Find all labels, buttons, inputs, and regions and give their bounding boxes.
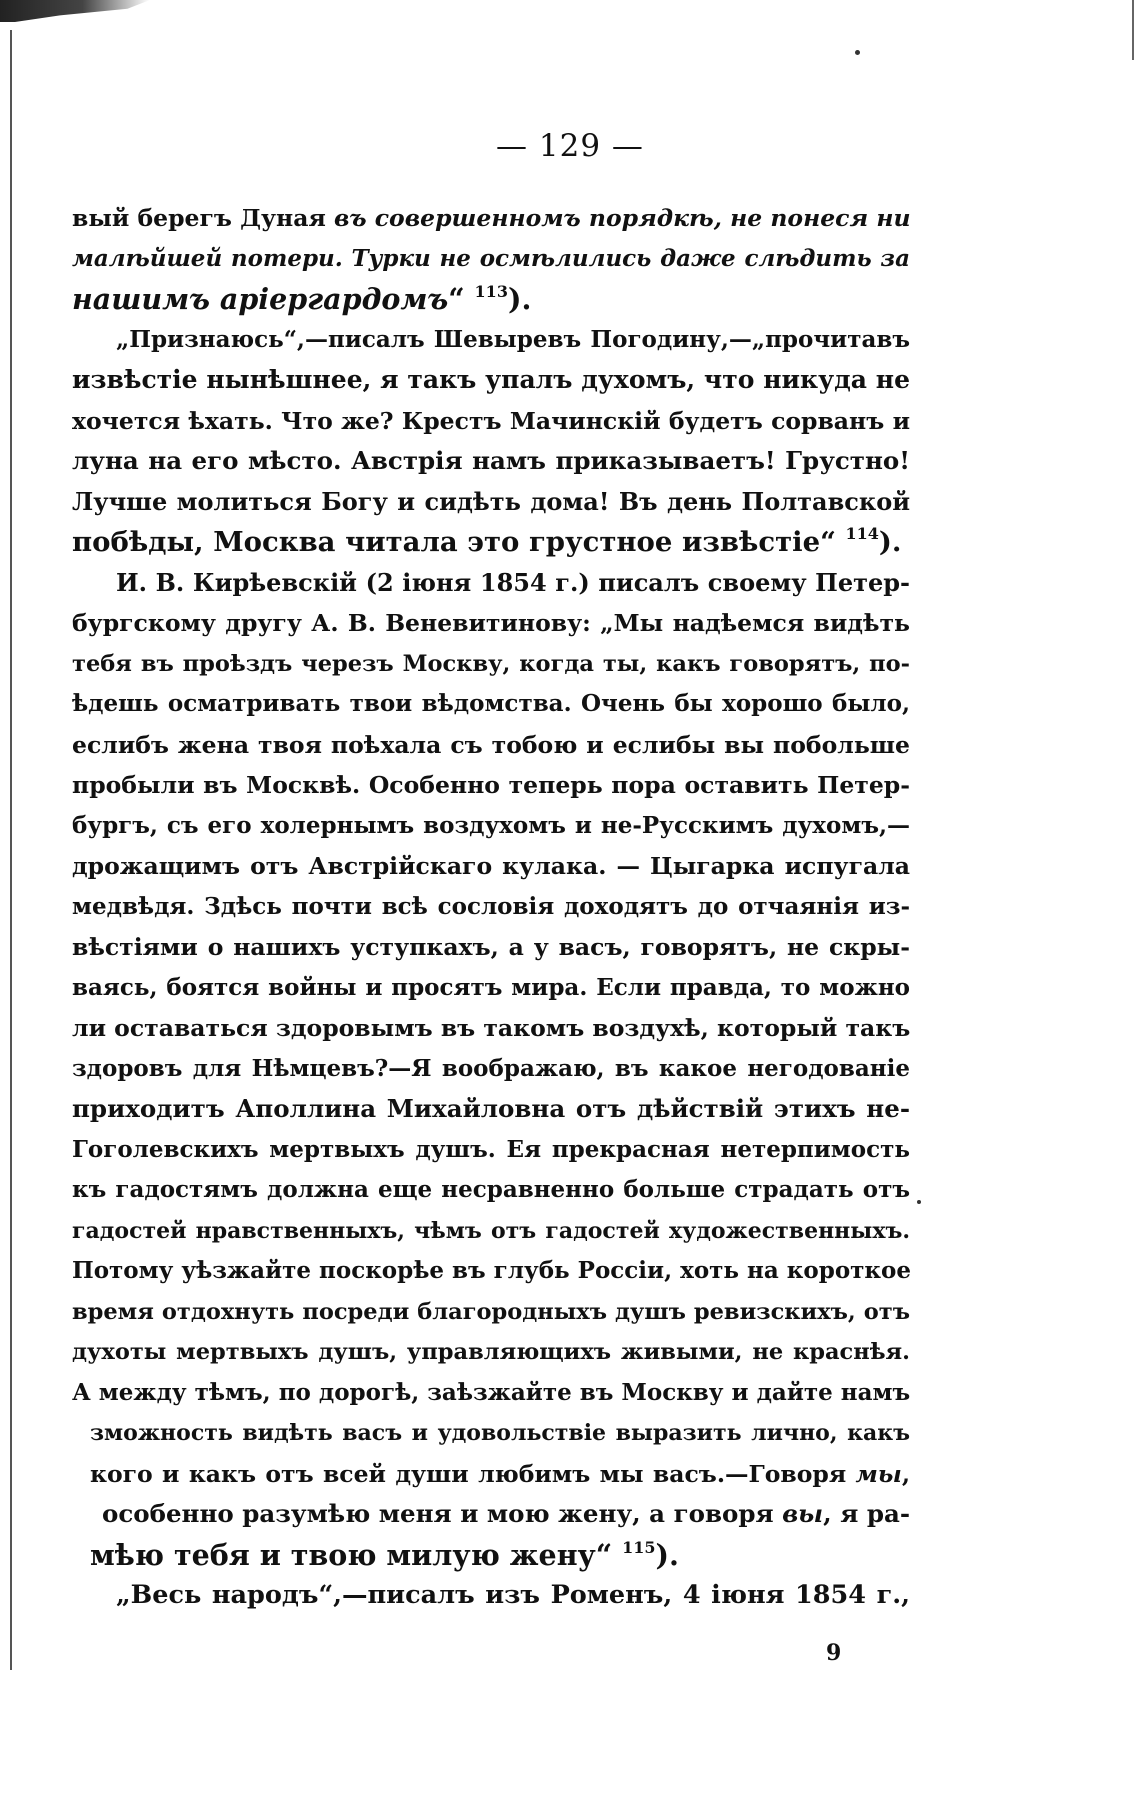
text-line bbox=[72, 482, 910, 523]
text-run: ). bbox=[878, 526, 902, 558]
printer-signature-mark: 9 bbox=[826, 1640, 842, 1666]
text-run: мы bbox=[855, 1459, 902, 1488]
text-line bbox=[72, 320, 910, 361]
footnote-ref: 115 bbox=[622, 1537, 656, 1557]
text-line bbox=[72, 1413, 910, 1454]
text-run: приходитъ Аполлина Михайловна отъ дѣйствій этихъ не- bbox=[72, 1094, 910, 1123]
text-run: мѣю тебя и твою милую жену“ bbox=[90, 1537, 623, 1572]
text-run: малѣйшей потери. Турки не осмѣлились даже слѣдить за bbox=[72, 244, 910, 272]
text-line bbox=[72, 1008, 910, 1049]
text-run: тебя въ проѣздъ черезъ Москву, когда ты, какъ говорятъ, по- bbox=[72, 650, 910, 677]
scan-right-edge bbox=[1132, 0, 1134, 60]
text-line bbox=[72, 563, 910, 604]
text-line bbox=[72, 1373, 910, 1414]
text-run: ). bbox=[655, 1537, 679, 1572]
text-line bbox=[72, 360, 910, 401]
text-run: Гоголевскихъ мертвыхъ душъ. Ея прекрасная нетерпимость bbox=[72, 1135, 910, 1163]
text-run: „Весь народъ“,—писалъ изъ Роменъ, 4 іюня 1854 г., bbox=[116, 1580, 910, 1610]
text-line bbox=[72, 765, 910, 806]
text-run: “ bbox=[448, 282, 475, 316]
text-run: пробыли въ Москвѣ. Особенно теперь пора оставить Петер- bbox=[72, 771, 910, 799]
text-line bbox=[72, 239, 910, 280]
text-line bbox=[72, 927, 910, 968]
text-line bbox=[72, 401, 910, 442]
body-text bbox=[72, 198, 910, 1616]
text-run: побѣды, Москва читала это грустное извѣстіе“ bbox=[72, 526, 846, 558]
text-run: Лучше молиться Богу и сидѣть дома! Въ день Полтавской bbox=[72, 486, 910, 516]
text-line bbox=[72, 198, 910, 239]
text-run: гадостей нравственныхъ, чѣмъ отъ гадостей художественныхъ. bbox=[72, 1217, 910, 1244]
text-line bbox=[72, 1170, 910, 1211]
text-line bbox=[72, 1089, 910, 1130]
text-run: особенно разумѣю меня и мою жену, а говоря bbox=[102, 1499, 783, 1528]
text-run: въ совершенномъ порядкѣ, не понеся ни bbox=[334, 204, 911, 232]
text-run: еслибъ жена твоя поѣхала съ тобою и еслибы вы побольше bbox=[72, 730, 910, 759]
scan-left-edge bbox=[10, 30, 12, 1670]
text-run: здоровъ для Нѣмцевъ?—Я воображаю, въ какое негодованіе bbox=[72, 1054, 910, 1082]
text-line bbox=[72, 1494, 910, 1535]
text-line bbox=[72, 968, 910, 1009]
text-line bbox=[72, 522, 910, 563]
text-line bbox=[72, 1049, 910, 1090]
text-line bbox=[72, 279, 910, 320]
text-line bbox=[72, 1332, 910, 1373]
text-run: ли оставаться здоровымъ въ такомъ воздухѣ, который такъ bbox=[72, 1014, 911, 1042]
text-run: , я ра- bbox=[823, 1499, 910, 1528]
text-line bbox=[72, 441, 910, 482]
text-line bbox=[72, 1130, 910, 1171]
text-run: бургъ, съ его холернымъ воздухомъ и не-Русскимъ духомъ,— bbox=[72, 811, 910, 839]
text-run: , bbox=[901, 1459, 910, 1488]
text-line bbox=[72, 1251, 910, 1292]
text-run: хочется ѣхать. Что же? Крестъ Мачинскій будетъ сорванъ и bbox=[72, 406, 910, 435]
text-run: дрожащимъ отъ Австрійскаго кулака. — Цыгарка испугала bbox=[72, 852, 910, 880]
text-run: ). bbox=[507, 282, 532, 316]
text-run: кого и какъ отъ всей души любимъ мы васъ.—Говоря bbox=[90, 1459, 856, 1488]
text-run: „Признаюсь“,—писалъ Шевыревъ Погодину,—„прочитавъ bbox=[116, 325, 910, 353]
page-number: — 129 — bbox=[496, 128, 644, 164]
text-run: ваясь, боятся войны и просятъ мира. Если правда, то можно bbox=[72, 973, 910, 1001]
text-run: луна на его мѣсто. Австрія намъ приказываетъ! Грустно! bbox=[72, 446, 910, 475]
text-line bbox=[72, 684, 910, 725]
text-run: духоты мертвыхъ душъ, управляющихъ живыми, не краснѣя. bbox=[72, 1339, 910, 1365]
scan-speck bbox=[917, 1200, 921, 1204]
text-run: вы bbox=[782, 1499, 824, 1528]
text-line bbox=[72, 887, 910, 928]
text-run: время отдохнуть посреди благородныхъ душъ ревизскихъ, отъ bbox=[72, 1298, 910, 1325]
text-line bbox=[72, 1535, 910, 1576]
text-run: къ гадостямъ должна еще несравненно больше страдать отъ bbox=[72, 1176, 910, 1203]
footnote-ref: 113 bbox=[474, 282, 508, 301]
text-line bbox=[72, 806, 910, 847]
text-run: И. В. Кирѣевскій (2 іюня 1854 г.) писалъ своему Петер- bbox=[116, 567, 910, 597]
text-run: медвѣдя. Здѣсь почти всѣ сословія доходятъ до отчаянія из- bbox=[72, 892, 910, 920]
text-run: извѣстіе нынѣшнее, я такъ упалъ духомъ, что никуда не bbox=[72, 365, 910, 394]
text-run: вѣстіями о нашихъ уступкахъ, а у васъ, говорятъ, не скры- bbox=[72, 933, 910, 961]
text-run: Потому уѣзжайте поскорѣе въ глубь Россіи, хоть на короткое bbox=[72, 1257, 911, 1284]
text-run: А между тѣмъ, по дорогѣ, заѣзжайте въ Москву и дайте намъ bbox=[72, 1378, 911, 1406]
text-line bbox=[72, 725, 910, 766]
scan-speck bbox=[855, 50, 860, 55]
scan-corner-mark bbox=[0, 0, 150, 22]
text-line bbox=[72, 1575, 910, 1616]
text-line bbox=[72, 603, 910, 644]
text-line bbox=[72, 644, 910, 685]
text-run: бургскому другу А. В. Веневитинову: „Мы надѣемся видѣть bbox=[72, 609, 910, 637]
text-run: вый берегъ Дуная bbox=[72, 204, 335, 232]
text-line bbox=[72, 1292, 910, 1333]
text-line bbox=[72, 846, 910, 887]
text-run: ѣдешь осматривать твои вѣдомства. Очень бы хорошо было, bbox=[72, 690, 910, 717]
text-run: нашимъ аріергардомъ bbox=[72, 282, 449, 316]
text-run: зможность видѣть васъ и удовольствіе выразить лично, какъ bbox=[90, 1420, 910, 1446]
text-line bbox=[72, 1211, 910, 1252]
footnote-ref: 114 bbox=[845, 524, 879, 543]
text-line bbox=[72, 1454, 910, 1495]
